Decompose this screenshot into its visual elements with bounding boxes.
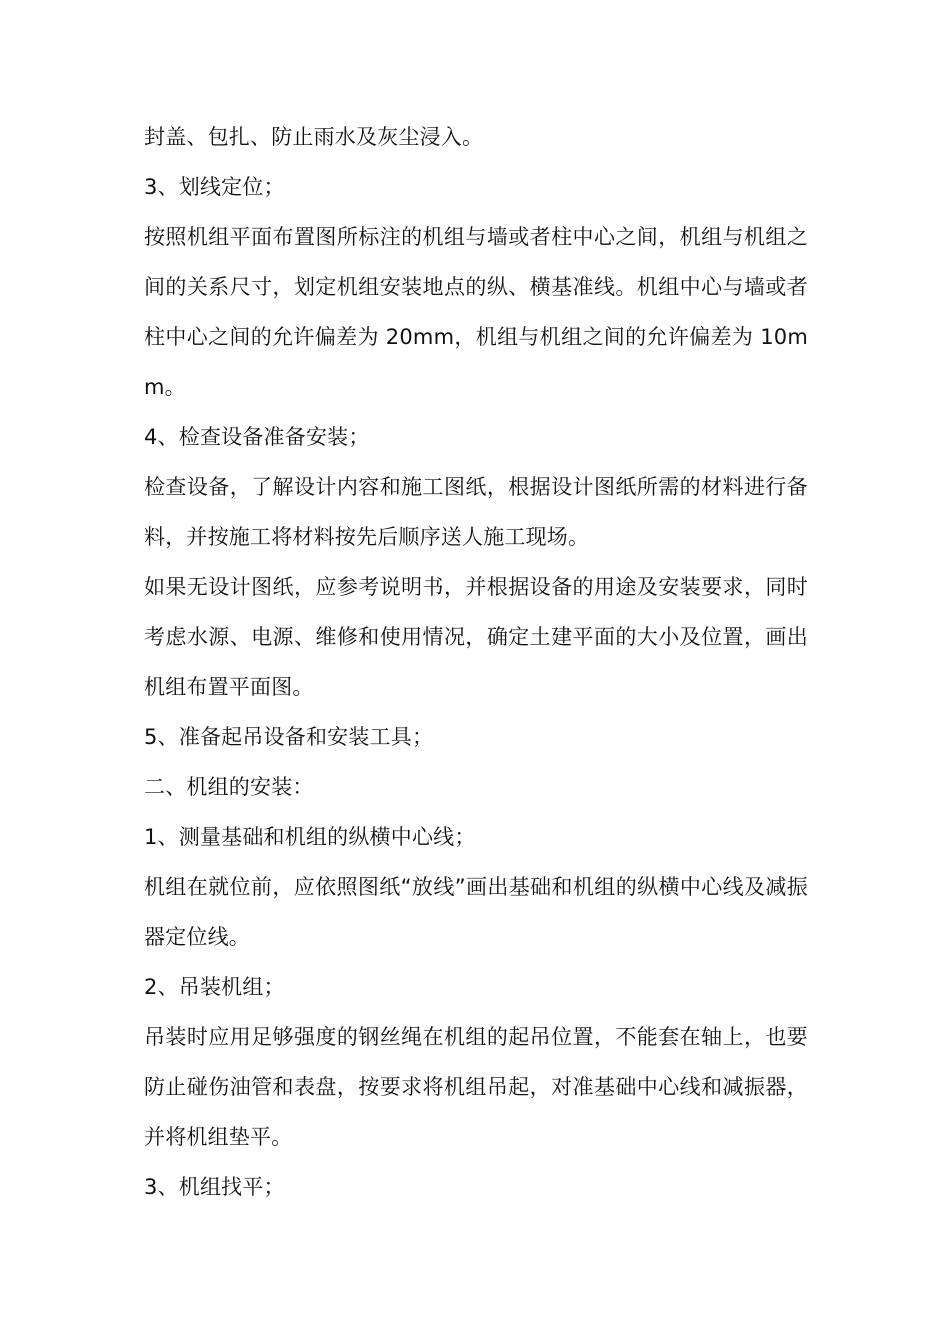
- heading-marking-positioning: 3、划线定位；: [144, 175, 285, 199]
- paragraph-sealing-note: 封盖、包扎、防止雨水及灰尘浸入。: [144, 125, 484, 149]
- document-body: [144, 112, 808, 1212]
- heading-leveling-unit: 3、机组找平；: [144, 1175, 285, 1199]
- paragraph-measure-centerlines: 机组在就位前，应依照图纸“放线”画出基础和机组的纵横中心线及减振器定位线。: [144, 875, 808, 949]
- heading-lifting-tools: 5、准备起吊设备和安装工具；: [144, 725, 434, 749]
- paragraph-no-design-drawings: 如果无设计图纸，应参考说明书，并根据设备的用途及安装要求，同时考虑水源、电源、维修和使用情况，确定土建平面的大小及位置，画出机组布置平面图。: [144, 575, 808, 699]
- paragraph-hoisting-unit: 吊装时应用足够强度的钢丝绳在机组的起吊位置，不能套在轴上，也要防止碰伤油管和表盘，按要求将机组吊起，对准基础中心线和减振器，并将机组垫平。: [144, 1025, 808, 1149]
- section-heading-unit-installation: 二、机组的安装：: [144, 775, 314, 799]
- paragraph-baseline-layout: 按照机组平面布置图所标注的机组与墙或者柱中心之间，机组与机组之间的关系尺寸，划定机组安装地点的纵、横基准线。机组中心与墙或者柱中心之间的允许偏差为 20mm，机组与机组之间的允许偏差为 10mm。: [144, 225, 808, 399]
- paragraph-inspect-equipment: 检查设备，了解设计内容和施工图纸，根据设计图纸所需的材料进行备料，并按施工将材料按先后顺序送人施工现场。: [144, 475, 808, 549]
- heading-measure-centerlines: 1、测量基础和机组的纵横中心线；: [144, 825, 476, 849]
- heading-hoisting-unit: 2、吊装机组；: [144, 975, 285, 999]
- heading-inspect-equipment: 4、检查设备准备安装；: [144, 425, 370, 449]
